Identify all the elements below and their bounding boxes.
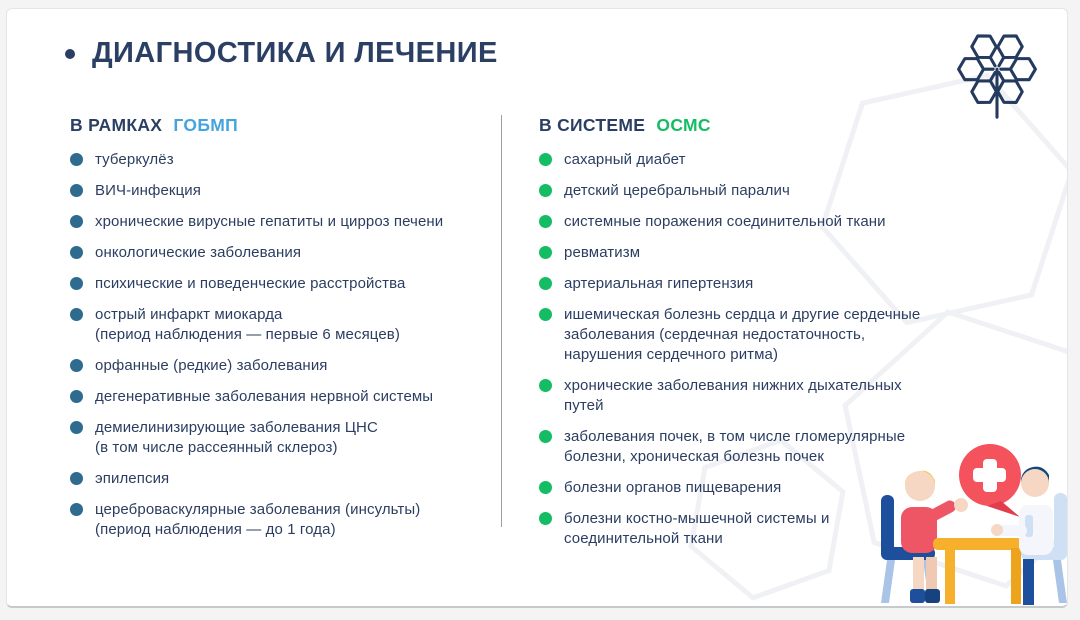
bullet-icon [70,503,83,516]
list-item-text: артериальная гипертензия [564,275,754,292]
bullet-icon [70,184,83,197]
list-item [70,150,495,170]
bullet-icon [539,430,552,443]
list-item-text: демиелинизирующие заболевания ЦНС (в том числе рассеянный склероз) [95,419,378,456]
list-item [70,212,495,232]
heading-accent: ГОБМП [173,115,238,135]
list-item-text: ишемическая болезнь сердца и другие сердечные заболевания (сердечная недостаточность, нарушения сердечного ритма) [564,306,921,363]
page-title-text: ДИАГНОСТИКА И ЛЕЧЕНИЕ [92,37,498,69]
heading-accent: ОСМС [656,115,711,135]
list-item-text: детский церебральный паралич [564,182,790,199]
list-item [70,305,495,345]
bullet-icon [70,246,83,259]
list-item [70,469,495,489]
list-item [539,243,964,263]
list-item-text: туберкулёз [95,151,174,168]
list-item-text: хронические заболевания нижних дыхательных путей [564,377,902,414]
bullet-icon [539,246,552,259]
bullet-icon [70,215,83,228]
list-item-text: болезни органов пищеварения [564,479,782,496]
list-item-text: системные поражения соединительной ткани [564,213,886,230]
list-item-text: ревматизм [564,244,641,261]
list-item-text: острый инфаркт миокарда (период наблюдения — первые 6 месяцев) [95,306,400,343]
bullet-icon [539,153,552,166]
bullet-icon [70,359,83,372]
bullet-icon [539,481,552,494]
list-item [539,212,964,232]
bullet-icon [70,390,83,403]
bullet-icon [539,512,552,525]
list-item-text: орфанные (редкие) заболевания [95,357,328,374]
disease-list-gobmp [70,150,495,540]
list-item-text: онкологические заболевания [95,244,302,261]
page-title [65,37,498,70]
list-item-text: хронические вирусные гепатиты и цирроз печени [95,213,444,230]
bullet-icon [539,215,552,228]
bullet-icon [539,379,552,392]
fsms-logo-icon [949,21,1045,125]
list-item [70,274,495,294]
bullet-icon [70,277,83,290]
list-item-text: психические и поведенческие расстройства [95,275,406,292]
list-item-text: цереброваскулярные заболевания (инсульты) (период наблюдения — до 1 года) [95,501,421,538]
list-item-text: заболевания почек, в том числе гломерулярные болезни, хроническая болезнь почек [564,428,906,465]
list-item [70,243,495,263]
column-heading-gobmp [70,115,495,136]
bullet-icon [70,153,83,166]
heading-prefix: В РАМКАХ [70,115,163,135]
list-item [70,500,495,540]
list-item [539,305,964,365]
bullet-icon [539,308,552,321]
list-item-text: ВИЧ-инфекция [95,182,201,199]
list-item [539,376,964,416]
bullet-icon [70,472,83,485]
list-item-text: болезни костно-мышечной системы и соединительной ткани [564,510,830,547]
column-divider [501,115,502,527]
list-item [70,418,495,458]
bullet-icon [539,277,552,290]
list-item-text: эпилепсия [95,470,170,487]
list-item [70,356,495,376]
bullet-icon [539,184,552,197]
list-item [539,150,964,170]
bullet-icon [70,421,83,434]
list-item-text: дегенеративные заболевания нервной системы [95,388,434,405]
list-item-text: сахарный диабет [564,151,686,168]
doctor-patient-illustration [873,431,1068,606]
list-item [70,181,495,201]
list-item [539,181,964,201]
slide [6,8,1068,608]
list-item [539,274,964,294]
heading-prefix: В СИСТЕМЕ [539,115,646,135]
column-heading-osms [539,115,964,136]
list-item [70,387,495,407]
bullet-icon [70,308,83,321]
column-gobmp [70,115,495,540]
title-bullet-icon [65,49,75,59]
